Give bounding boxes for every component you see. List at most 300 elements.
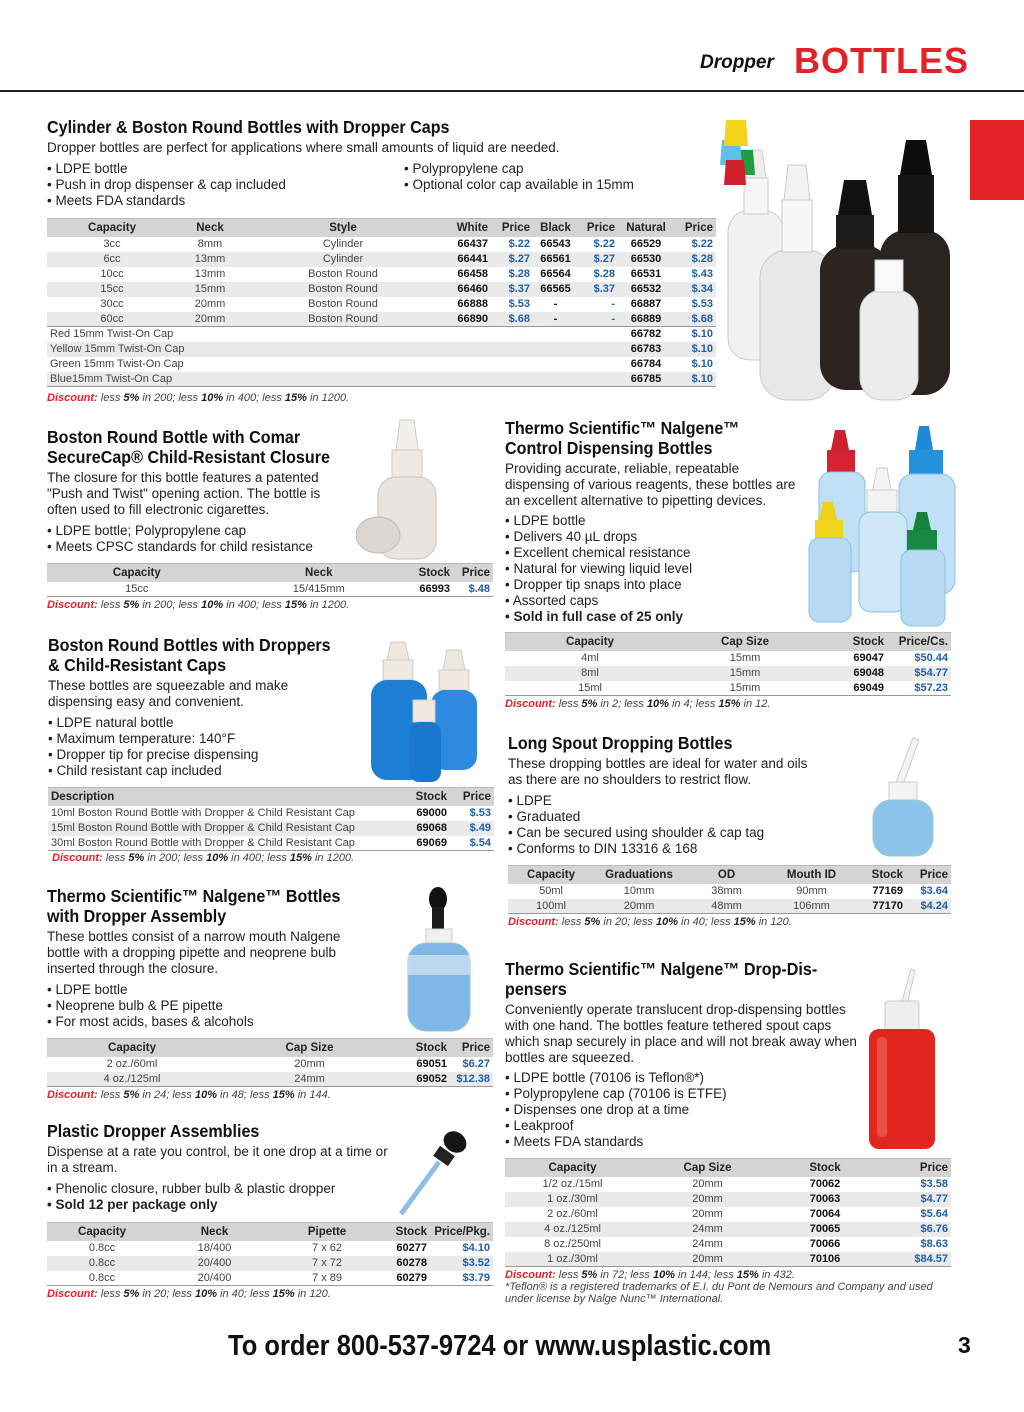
table-cell: 38mm xyxy=(711,885,742,897)
table-cell: 66889 xyxy=(618,312,674,327)
col-header: Mouth ID xyxy=(769,866,854,884)
table-cell: $.53 xyxy=(508,298,530,310)
table-cell: 15ml Boston Round Bottle with Dropper & Child Resistant Cap xyxy=(48,821,393,836)
discount-label: Discount: xyxy=(505,1269,556,1281)
col-header: Black xyxy=(533,219,578,237)
table-cell: $4.24 xyxy=(906,899,951,914)
discount-text: in 432. xyxy=(758,1269,795,1281)
table-cell: $4.77 xyxy=(875,1192,951,1207)
discount-text: less xyxy=(97,1089,124,1101)
s5-bullet: • Phenolic closure, rubber bulb & plastic dropper xyxy=(47,1181,335,1197)
s1-table xyxy=(47,218,716,387)
table-cell: $6.27 xyxy=(462,1058,490,1070)
s4-discount xyxy=(47,1089,331,1101)
discount-text: in 24; less xyxy=(139,1089,195,1101)
discount-pct: 15% xyxy=(718,698,741,710)
col-header: Stock xyxy=(815,633,887,651)
table-cell: 15ml xyxy=(505,681,675,696)
s2-bullet: • Meets CPSC standards for child resistance xyxy=(47,539,313,555)
s8-bullet: • Leakproof xyxy=(505,1118,727,1134)
col-header: White xyxy=(443,219,491,237)
discount-text: in 4; less xyxy=(668,698,719,710)
s8-table xyxy=(505,1158,951,1267)
table-cell: 50ml xyxy=(539,885,563,897)
table-cell: 66887 xyxy=(630,298,662,310)
table-cell: $54.77 xyxy=(887,666,951,681)
securecap-bottle-image xyxy=(356,415,466,565)
s7-desc: These dropping bottles are ideal for water and oils as there are no shoulders to restrict flow. xyxy=(508,756,808,787)
discount-label: Discount: xyxy=(505,698,556,710)
table-row xyxy=(505,1252,951,1267)
s1-bullet: • Polypropylene cap xyxy=(404,161,634,177)
table-cell: $.49 xyxy=(450,821,494,836)
discount-text: in 120. xyxy=(294,1288,331,1300)
discount-text: less xyxy=(102,852,129,864)
s3-bullet: • Dropper tip for precise dispensing xyxy=(48,747,258,763)
s8-bullet: • LDPE bottle (70106 is Teflon®*) xyxy=(505,1070,727,1086)
table-cell: $6.76 xyxy=(875,1222,951,1237)
discount-pct: 5% xyxy=(123,1288,140,1300)
s2-desc: The closure for this bottle features a patented "Push and Twist" opening action. The bottle is often used to fill electronic cigarettes. xyxy=(47,470,321,517)
s6-bullets xyxy=(505,513,692,625)
table-cell: 106mm xyxy=(769,899,854,914)
s5-title: Plastic Dropper Assemblies xyxy=(47,1121,260,1141)
col-header: Capacity xyxy=(47,219,177,237)
col-header: Capacity xyxy=(47,564,227,582)
table-cell: 20mm xyxy=(177,312,243,327)
col-header: Stock xyxy=(402,1039,450,1057)
s3-discount xyxy=(52,852,354,864)
discount-text: in 72; less xyxy=(597,1269,653,1281)
s6-title-line1: Thermo Scientific™ Nalgene™ xyxy=(505,418,740,438)
table-cell: $3.52 xyxy=(430,1256,493,1271)
table-row xyxy=(505,1222,951,1237)
table-row xyxy=(508,884,951,899)
table-cell: Boston Round xyxy=(308,268,378,280)
table-cell: 15mm xyxy=(177,282,243,297)
s3-bullet: • Child resistant cap included xyxy=(48,763,258,779)
discount-pct: 10% xyxy=(652,1269,675,1281)
table-cell: 60278 xyxy=(382,1256,430,1271)
header-title: BOTTLES xyxy=(794,40,969,81)
s8-bullets xyxy=(505,1070,727,1150)
discount-pct: 10% xyxy=(201,599,224,611)
discount-text: in 48; less xyxy=(217,1089,273,1101)
table-cell: 15cc xyxy=(47,582,227,597)
table-cell: $.27 xyxy=(491,252,533,267)
s3-bullets xyxy=(48,715,258,779)
table-row xyxy=(47,1256,493,1271)
col-header: Neck xyxy=(157,1223,272,1241)
discount-text: in 120. xyxy=(755,916,792,928)
table-cell: 20mm xyxy=(294,1058,325,1070)
table-row xyxy=(47,1057,493,1072)
discount-text: in 12. xyxy=(740,698,771,710)
col-header: Pipette xyxy=(272,1223,382,1241)
table-cell: 7 x 89 xyxy=(272,1271,382,1286)
s8-title-line1: Thermo Scientific™ Nalgene™ Drop-Dis- xyxy=(505,959,818,979)
table-row xyxy=(505,1207,951,1222)
table-cell: Cylinder xyxy=(243,252,443,267)
table-cell: 66782 xyxy=(618,327,674,342)
col-header: Price xyxy=(453,564,493,582)
discount-label: Discount: xyxy=(47,1288,98,1300)
cap-row xyxy=(47,342,716,357)
table-cell: 70062 xyxy=(809,1178,841,1190)
s4-bullet: • Neoprene bulb & PE pipette xyxy=(47,998,254,1014)
table-cell: 24mm xyxy=(217,1072,402,1087)
s8-footnote-line1: *Teflon® is a registered trademarks of E.I. du Pont de Nemours and Company and used xyxy=(505,1281,933,1293)
plastic-dropper-image xyxy=(395,1128,475,1218)
discount-text: in 1200. xyxy=(306,392,350,404)
table-cell: - xyxy=(578,312,618,327)
table-header-row xyxy=(505,633,951,651)
table-cell: $3.79 xyxy=(430,1271,493,1286)
s4-title-line2: with Dropper Assembly xyxy=(47,906,227,926)
s7-discount xyxy=(508,916,792,928)
table-cell: 66561 xyxy=(533,252,578,267)
table-cell: 66784 xyxy=(630,358,662,370)
long-spout-bottle-image xyxy=(855,730,955,860)
table-cell: 70065 xyxy=(775,1222,875,1237)
table-cell: 69049 xyxy=(815,681,887,696)
col-header: Capacity xyxy=(505,1159,640,1177)
table-cell: 66529 xyxy=(630,238,662,250)
table-cell: 8 oz./250ml xyxy=(544,1238,601,1250)
col-header: Stock xyxy=(411,564,453,582)
discount-pct: 15% xyxy=(736,1269,759,1281)
s1-bullet: • Meets FDA standards xyxy=(47,193,286,209)
table-cell: Blue15mm Twist-On Cap xyxy=(47,372,618,387)
table-row xyxy=(505,651,951,666)
order-footer: To order 800-537-9724 or www.usplastic.com xyxy=(228,1330,772,1362)
table-row xyxy=(47,237,716,252)
table-cell: 1 oz./30ml xyxy=(505,1252,640,1267)
table-row xyxy=(47,1271,493,1286)
table-cell: Boston Round xyxy=(308,298,378,310)
table-cell: 10cc xyxy=(100,268,124,280)
s3-bullet: • Maximum temperature: 140°F xyxy=(48,731,258,747)
table-cell: 24mm xyxy=(692,1238,723,1250)
s4-bullet: • LDPE bottle xyxy=(47,982,254,998)
s1-title: Cylinder & Boston Round Bottles with Dropper Caps xyxy=(47,117,450,137)
table-cell: $.34 xyxy=(674,282,716,297)
discount-text: in 200; less xyxy=(139,392,202,404)
s3-desc: These bottles are squeezable and make dispensing easy and convenient. xyxy=(48,678,289,709)
table-cell: 77170 xyxy=(854,899,906,914)
header-divider xyxy=(0,90,1024,92)
table-cell: $.43 xyxy=(691,268,713,280)
table-cell: 4ml xyxy=(581,652,599,664)
col-header: Price xyxy=(578,219,618,237)
s8-bullet: • Meets FDA standards xyxy=(505,1134,727,1150)
s6-bullet: • Assorted caps xyxy=(505,593,692,609)
table-cell: 66565 xyxy=(533,282,578,297)
table-cell: - xyxy=(611,298,615,310)
table-cell: 70106 xyxy=(775,1252,875,1267)
table-row xyxy=(48,836,494,851)
table-cell: 66460 xyxy=(443,282,491,297)
s8-bullet: • Dispenses one drop at a time xyxy=(505,1102,727,1118)
discount-pct: 10% xyxy=(194,1288,217,1300)
table-cell: 60279 xyxy=(382,1271,430,1286)
table-cell: $.10 xyxy=(674,372,716,387)
table-cell: 20mm xyxy=(692,1178,723,1190)
discount-text: in 20; less xyxy=(600,916,656,928)
table-header-row xyxy=(47,1223,493,1241)
discount-pct: 5% xyxy=(123,1089,140,1101)
discount-pct: 10% xyxy=(206,852,229,864)
table-cell: 2 oz./60ml xyxy=(106,1058,158,1070)
table-cell: Green 15mm Twist-On Cap xyxy=(50,358,184,370)
s4-bullets xyxy=(47,982,254,1030)
table-row xyxy=(505,681,951,696)
discount-pct: 15% xyxy=(284,599,307,611)
s6-bullet: • Natural for viewing liquid level xyxy=(505,561,692,577)
table-cell: 0.8cc xyxy=(88,1242,116,1254)
nalgene-dropper-assembly-image xyxy=(400,885,480,1035)
s3-title-line2: & Child-Resistant Caps xyxy=(48,655,227,675)
discount-text: in 200; less xyxy=(144,852,207,864)
table-cell: 4 oz./125ml xyxy=(47,1072,217,1087)
table-cell: 15cc xyxy=(47,282,177,297)
table-cell: 30cc xyxy=(100,298,124,310)
discount-pct: 15% xyxy=(289,852,312,864)
discount-pct: 10% xyxy=(646,698,669,710)
col-header: Graduations xyxy=(594,866,684,884)
s8-discount xyxy=(505,1269,795,1281)
table-cell: 24mm xyxy=(640,1222,775,1237)
table-cell: 70064 xyxy=(809,1208,841,1220)
table-cell: 3cc xyxy=(103,238,121,250)
s6-bullet: • Excellent chemical resistance xyxy=(505,545,692,561)
table-cell: 20mm xyxy=(594,899,684,914)
discount-text: in 40; less xyxy=(678,916,734,928)
table-cell: 15mm xyxy=(675,666,815,681)
discount-text: in 200; less xyxy=(139,599,202,611)
s5-discount xyxy=(47,1288,331,1300)
col-header: Stock xyxy=(393,788,450,806)
s3-title-line1: Boston Round Bottles with Droppers xyxy=(48,635,331,655)
table-cell: 66532 xyxy=(618,282,674,297)
discount-text: in 144. xyxy=(294,1089,331,1101)
col-header: Capacity xyxy=(505,633,675,651)
table-cell: 20/400 xyxy=(157,1271,272,1286)
table-cell: $.10 xyxy=(691,358,713,370)
table-cell: $84.57 xyxy=(875,1252,951,1267)
discount-text: less xyxy=(97,599,124,611)
discount-text: in 144; less xyxy=(675,1269,737,1281)
discount-text: in 400; less xyxy=(228,852,290,864)
s2-bullets xyxy=(47,523,313,555)
s4-bullet: • For most acids, bases & alcohols xyxy=(47,1014,254,1030)
table-cell: 20mm xyxy=(640,1192,775,1207)
table-cell: 66530 xyxy=(618,252,674,267)
table-cell: 66531 xyxy=(630,268,662,280)
s1-bullets-left xyxy=(47,161,286,209)
s7-bullets xyxy=(508,793,764,857)
discount-text: less xyxy=(97,392,124,404)
col-header: Cap Size xyxy=(640,1159,775,1177)
s5-bullet-bold: • Sold 12 per package only xyxy=(47,1197,335,1213)
s6-bullet: • LDPE bottle xyxy=(505,513,692,529)
table-cell: $.10 xyxy=(674,342,716,357)
col-header: Neck xyxy=(177,219,243,237)
table-cell: $3.64 xyxy=(920,885,948,897)
table-cell: 30ml Boston Round Bottle with Dropper & Child Resistant Cap xyxy=(48,836,393,851)
table-cell: - xyxy=(553,298,558,310)
table-cell: 7 x 72 xyxy=(272,1256,382,1271)
table-row xyxy=(47,312,716,327)
s4-title-line1: Thermo Scientific™ Nalgene™ Bottles xyxy=(47,886,341,906)
s3-table xyxy=(48,787,494,851)
table-cell: 8mm xyxy=(197,238,223,250)
table-cell: 69051 xyxy=(416,1058,447,1070)
s5-bullets xyxy=(47,1181,335,1213)
discount-label: Discount: xyxy=(508,916,559,928)
col-header: Stock xyxy=(775,1159,875,1177)
table-cell: $4.10 xyxy=(462,1242,490,1254)
discount-pct: 15% xyxy=(733,916,756,928)
discount-text: less xyxy=(555,1269,582,1281)
table-cell: $.10 xyxy=(674,327,716,342)
discount-pct: 10% xyxy=(655,916,678,928)
s6-table xyxy=(505,632,951,696)
discount-label: Discount: xyxy=(47,599,98,611)
table-cell: 69048 xyxy=(815,666,887,681)
discount-text: in 1200. xyxy=(311,852,355,864)
table-cell: 66785 xyxy=(618,372,674,387)
table-row xyxy=(47,1241,493,1256)
table-cell: 1 oz./30ml xyxy=(505,1192,640,1207)
cap-row xyxy=(47,357,716,372)
table-cell: 66564 xyxy=(540,268,571,280)
col-header: Price/Pkg. xyxy=(430,1223,493,1241)
s1-bullet: • Push in drop dispenser & cap included xyxy=(47,177,286,193)
s1-bullet: • LDPE bottle xyxy=(47,161,286,177)
discount-text: less xyxy=(555,698,582,710)
s7-bullet: • Conforms to DIN 13316 & 168 xyxy=(508,841,764,857)
table-row xyxy=(47,1072,493,1087)
table-header-row xyxy=(508,866,951,884)
table-row xyxy=(47,252,716,267)
table-row xyxy=(48,821,494,836)
table-cell: 70066 xyxy=(809,1238,841,1250)
discount-pct: 15% xyxy=(272,1089,295,1101)
s6-discount xyxy=(505,698,770,710)
col-header: Description xyxy=(48,788,393,806)
table-cell: Red 15mm Twist-On Cap xyxy=(47,327,618,342)
table-cell: 10mm xyxy=(623,885,655,897)
table-cell: Boston Round xyxy=(243,282,443,297)
table-cell: 66890 xyxy=(443,312,491,327)
table-cell: Boston Round xyxy=(243,312,443,327)
table-cell: 18/400 xyxy=(197,1242,232,1254)
discount-text: in 400; less xyxy=(223,599,285,611)
table-cell: 10ml Boston Round Bottle with Dropper & Child Resistant Cap xyxy=(51,807,355,819)
table-cell: 69069 xyxy=(393,836,450,851)
blue-dropper-bottles-image xyxy=(365,640,495,785)
table-row xyxy=(48,806,494,821)
col-header: Price xyxy=(906,866,951,884)
table-cell: $5.64 xyxy=(920,1208,948,1220)
table-cell: 66441 xyxy=(443,252,491,267)
table-cell: 69000 xyxy=(416,807,447,819)
s8-title-line2: pensers xyxy=(505,979,567,999)
table-cell: 48mm xyxy=(684,899,769,914)
s5-table xyxy=(47,1222,493,1286)
table-cell: $50.44 xyxy=(914,652,948,664)
table-row xyxy=(505,1237,951,1252)
s4-table xyxy=(47,1038,493,1087)
table-cell: 15mm xyxy=(729,652,761,664)
cap-row xyxy=(47,372,716,387)
table-cell: 70063 xyxy=(775,1192,875,1207)
discount-pct: 15% xyxy=(272,1288,295,1300)
discount-label: Discount: xyxy=(52,852,103,864)
table-cell: 0.8cc xyxy=(47,1271,157,1286)
table-cell: 100ml xyxy=(508,899,594,914)
table-row xyxy=(47,582,493,597)
table-row xyxy=(508,899,951,914)
s1-bullet: • Optional color cap available in 15mm xyxy=(404,177,634,193)
discount-text: in 20; less xyxy=(139,1288,195,1300)
discount-text: in 2; less xyxy=(597,698,647,710)
table-row xyxy=(505,1177,951,1192)
table-cell: Cylinder xyxy=(322,238,364,250)
table-cell: Yellow 15mm Twist-On Cap xyxy=(47,342,618,357)
s2-title-line2: SecureCap® Child-Resistant Closure xyxy=(47,447,330,467)
table-cell: 0.8cc xyxy=(47,1256,157,1271)
s2-bullet: • LDPE bottle; Polypropylene cap xyxy=(47,523,313,539)
col-header: Price xyxy=(875,1159,951,1177)
col-header: Cap Size xyxy=(217,1039,402,1057)
table-cell: 90mm xyxy=(796,885,827,897)
table-cell: $.53 xyxy=(691,298,713,310)
table-cell: 60277 xyxy=(396,1242,427,1254)
col-header: Price/Cs. xyxy=(887,633,951,651)
s2-table xyxy=(47,563,493,597)
col-header: Capacity xyxy=(508,866,594,884)
table-cell: 69047 xyxy=(853,652,884,664)
table-cell: 20mm xyxy=(640,1252,775,1267)
table-header-row xyxy=(47,564,493,582)
discount-pct: 10% xyxy=(201,392,224,404)
table-cell: 7 x 62 xyxy=(312,1242,342,1254)
table-cell: $.28 xyxy=(593,268,615,280)
table-cell: $.37 xyxy=(578,282,618,297)
discount-text: less xyxy=(97,1288,124,1300)
drop-dispenser-bottle-image xyxy=(855,965,945,1155)
table-cell: $.28 xyxy=(674,252,716,267)
table-cell: $.22 xyxy=(508,238,530,250)
col-header: Neck xyxy=(227,564,412,582)
table-cell: 66993 xyxy=(411,582,453,597)
s7-table xyxy=(508,865,951,914)
discount-pct: 10% xyxy=(194,1089,217,1101)
discount-pct: 5% xyxy=(128,852,145,864)
table-cell: $.37 xyxy=(491,282,533,297)
s6-title-line2: Control Dispensing Bottles xyxy=(505,438,713,458)
s7-bullet: • LDPE xyxy=(508,793,764,809)
discount-pct: 5% xyxy=(584,916,601,928)
s6-desc: Providing accurate, reliable, repeatable dispensing of various reagents, these bottles are an excellent alternative to pipetting devices. xyxy=(505,461,796,508)
table-cell: 13mm xyxy=(177,252,243,267)
col-header: Style xyxy=(243,219,443,237)
table-cell: 15mm xyxy=(675,681,815,696)
discount-text: less xyxy=(558,916,585,928)
s1-bullets-right xyxy=(404,161,634,193)
